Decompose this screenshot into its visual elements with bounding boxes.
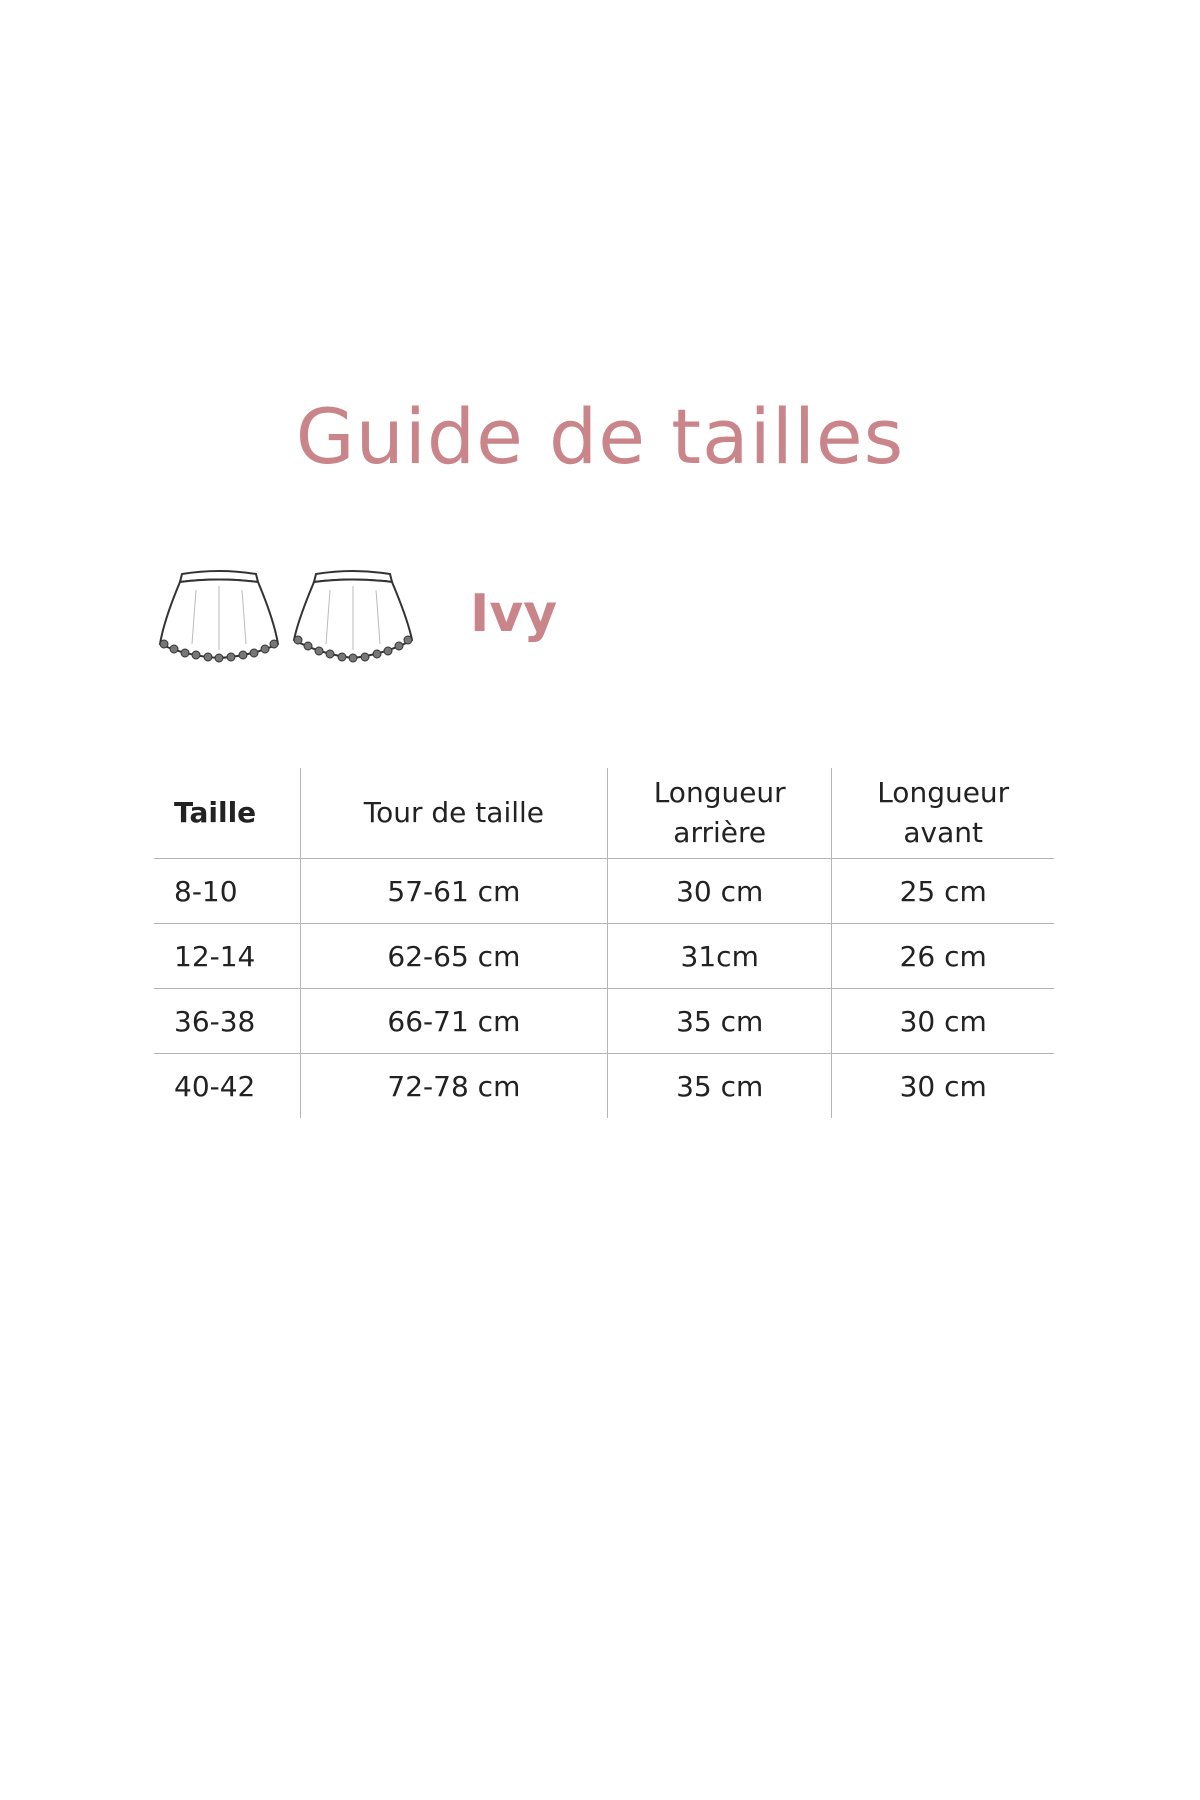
header-waist: Tour de taille [300,768,607,859]
cell-waist: 66-71 cm [300,989,607,1054]
header-front-length [832,768,1054,859]
page-title: Guide de tailles [295,392,905,481]
skirt-front-icon [156,560,282,672]
table-row [154,1054,1054,1119]
cell-front-length: 30 cm [832,989,1054,1054]
cell-back-length: 31cm [607,924,831,989]
cell-back-length: 35 cm [607,1054,831,1119]
product-name: Ivy [470,584,558,644]
cell-waist: 57-61 cm [300,859,607,924]
table-row [154,859,1054,924]
cell-waist: 62-65 cm [300,924,607,989]
cell-size: 8-10 [154,859,300,924]
cell-front-length: 30 cm [832,1054,1054,1119]
product-header [150,560,1050,680]
header-back-length-line1: Longueur [653,776,786,809]
cell-back-length: 35 cm [607,989,831,1054]
header-back-length-line2: arrière [673,816,767,849]
skirt-back-icon [290,560,416,672]
header-front-length-line1: Longueur [877,776,1010,809]
table-row [154,989,1054,1054]
cell-size: 12-14 [154,924,300,989]
table-row [154,924,1054,989]
cell-size: 36-38 [154,989,300,1054]
cell-back-length: 30 cm [607,859,831,924]
size-table [154,768,1054,1118]
header-front-length-line2: avant [903,816,984,849]
header-size: Taille [154,768,300,859]
cell-waist: 72-78 cm [300,1054,607,1119]
table-header-row [154,768,1054,859]
cell-front-length: 26 cm [832,924,1054,989]
header-back-length [607,768,831,859]
cell-size: 40-42 [154,1054,300,1119]
cell-front-length: 25 cm [832,859,1054,924]
